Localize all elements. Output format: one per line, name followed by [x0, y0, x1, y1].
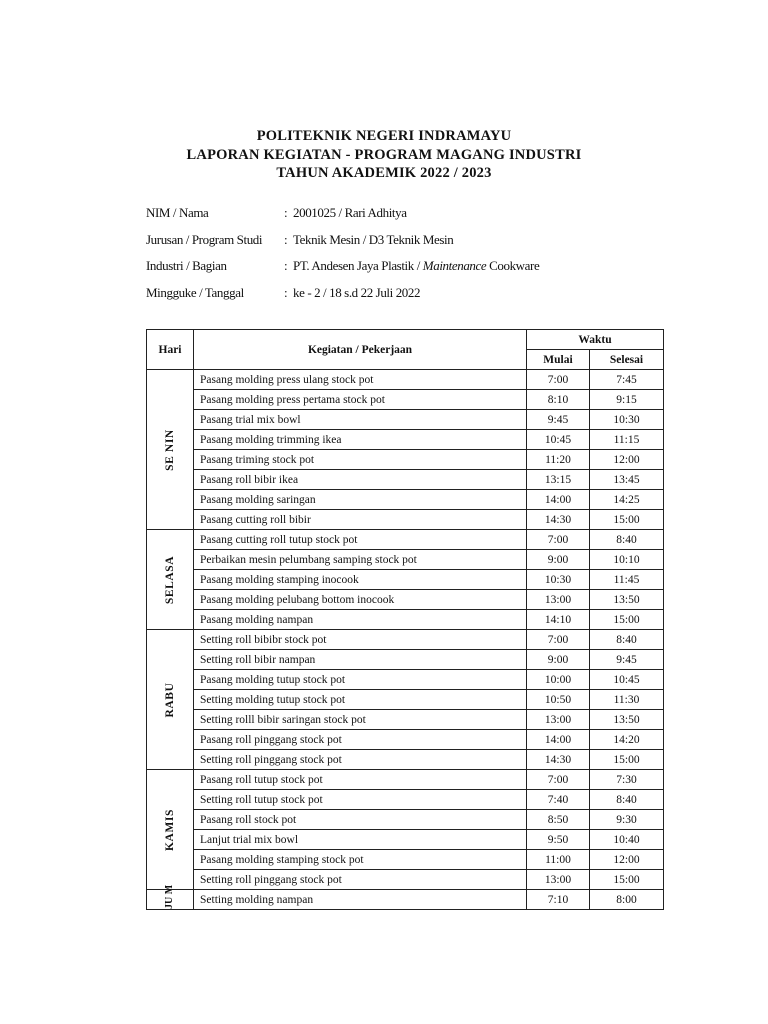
end-time-cell: 10:45 — [590, 670, 664, 690]
activity-cell: Pasang molding stamping inocook — [194, 570, 527, 590]
day-label: KAMIS — [164, 808, 176, 851]
activity-cell: Setting molding tutup stock pot — [194, 690, 527, 710]
end-time-cell: 14:20 — [590, 730, 664, 750]
colon: : — [284, 231, 288, 247]
start-time-cell: 7:10 — [527, 890, 590, 910]
start-time-cell: 9:00 — [527, 550, 590, 570]
table-row — [147, 690, 664, 710]
start-time-cell: 7:00 — [527, 370, 590, 390]
end-time-cell: 11:30 — [590, 690, 664, 710]
day-cell — [147, 630, 194, 770]
end-time-cell: 15:00 — [590, 610, 664, 630]
table-row — [147, 430, 664, 450]
start-time-cell: 11:00 — [527, 850, 590, 870]
jurusan-value: Teknik Mesin / D3 Teknik Mesin — [293, 231, 454, 247]
activity-cell: Setting roll pinggang stock pot — [194, 750, 527, 770]
activity-cell: Setting roll bibir nampan — [194, 650, 527, 670]
start-time-cell: 14:30 — [527, 750, 590, 770]
activity-cell: Pasang trial mix bowl — [194, 410, 527, 430]
start-time-cell: 7:00 — [527, 530, 590, 550]
start-time-cell: 9:00 — [527, 650, 590, 670]
day-cell — [147, 370, 194, 530]
end-time-cell: 12:00 — [590, 850, 664, 870]
minggu-label: Mingguke / Tanggal — [146, 285, 244, 301]
activity-cell: Lanjut trial mix bowl — [194, 830, 527, 850]
activity-cell: Pasang roll stock pot — [194, 810, 527, 830]
end-time-cell: 13:50 — [590, 590, 664, 610]
start-time-cell: 7:00 — [527, 630, 590, 650]
document-header — [0, 127, 768, 183]
start-time-cell: 13:00 — [527, 710, 590, 730]
report-title: LAPORAN KEGIATAN - PROGRAM MAGANG INDUSTRI — [186, 146, 582, 163]
activity-cell: Pasang molding press ulang stock pot — [194, 370, 527, 390]
day-label: SELASA — [164, 555, 176, 604]
table-row — [147, 390, 664, 410]
academic-year: TAHUN AKADEMIK 2022 / 2023 — [276, 165, 492, 181]
activity-cell: Pasang molding nampan — [194, 610, 527, 630]
start-time-cell: 14:00 — [527, 730, 590, 750]
industri-value — [293, 258, 539, 274]
start-time-cell: 10:00 — [527, 670, 590, 690]
end-time-cell: 8:40 — [590, 790, 664, 810]
end-time-cell: 10:10 — [590, 550, 664, 570]
start-time-cell: 9:45 — [527, 410, 590, 430]
header-selesai: Selesai — [590, 350, 664, 370]
day-cell — [147, 770, 194, 890]
table-row — [147, 670, 664, 690]
start-time-cell: 8:10 — [527, 390, 590, 410]
activity-cell: Setting molding nampan — [194, 890, 527, 910]
table-row — [147, 490, 664, 510]
end-time-cell: 11:15 — [590, 430, 664, 450]
table-row — [147, 630, 664, 650]
table-row — [147, 470, 664, 490]
jurusan-label: Jurusan / Program Studi — [146, 231, 263, 247]
table-body — [147, 370, 664, 910]
table-row — [147, 890, 664, 910]
table-row — [147, 570, 664, 590]
end-time-cell: 13:50 — [590, 710, 664, 730]
table-row — [147, 730, 664, 750]
industri-value-suffix: Cookware — [486, 258, 540, 274]
table-row — [147, 750, 664, 770]
table-row — [147, 790, 664, 810]
start-time-cell: 14:00 — [527, 490, 590, 510]
start-time-cell: 13:15 — [527, 470, 590, 490]
activity-cell: Pasang molding press pertama stock pot — [194, 390, 527, 410]
end-time-cell: 13:45 — [590, 470, 664, 490]
start-time-cell: 11:20 — [527, 450, 590, 470]
table-row — [147, 530, 664, 550]
end-time-cell: 8:40 — [590, 630, 664, 650]
activity-cell: Pasang roll bibir ikea — [194, 470, 527, 490]
header-kegiatan: Kegiatan / Pekerjaan — [194, 330, 527, 370]
institution-title: POLITEKNIK NEGERI INDRAMAYU — [256, 128, 512, 144]
industri-value-italic: Maintenance — [422, 258, 487, 274]
colon: : — [284, 258, 288, 274]
table-row — [147, 830, 664, 850]
table-row — [147, 450, 664, 470]
activity-cell: Pasang molding pelubang bottom inocook — [194, 590, 527, 610]
activity-cell: Pasang triming stock pot — [194, 450, 527, 470]
end-time-cell: 9:45 — [590, 650, 664, 670]
activity-cell: Setting rolll bibir saringan stock pot — [194, 710, 527, 730]
start-time-cell: 7:00 — [527, 770, 590, 790]
activity-cell: Setting roll bibibr stock pot — [194, 630, 527, 650]
day-cell — [147, 884, 194, 910]
end-time-cell: 7:45 — [590, 370, 664, 390]
activity-cell: Pasang molding tutup stock pot — [194, 670, 527, 690]
table-row — [147, 590, 664, 610]
industri-label: Industri / Bagian — [146, 258, 227, 274]
table-row — [147, 650, 664, 670]
end-time-cell: 9:30 — [590, 810, 664, 830]
activity-cell: Pasang molding trimming ikea — [194, 430, 527, 450]
start-time-cell: 10:30 — [527, 570, 590, 590]
start-time-cell: 14:10 — [527, 610, 590, 630]
activity-cell: Pasang cutting roll bibir — [194, 510, 527, 530]
end-time-cell: 7:30 — [590, 770, 664, 790]
industri-value-prefix: PT. Andesen Jaya Plastik / — [293, 258, 423, 274]
day-label: JU M — [164, 884, 175, 909]
table-row — [147, 710, 664, 730]
activity-cell: Pasang molding stamping stock pot — [194, 850, 527, 870]
end-time-cell: 8:40 — [590, 530, 664, 550]
activity-cell: Pasang molding saringan — [194, 490, 527, 510]
nim-label: NIM / Nama — [146, 205, 209, 220]
activity-cell: Pasang roll tutup stock pot — [194, 770, 527, 790]
table-row — [147, 810, 664, 830]
minggu-value: ke - 2 / 18 s.d 22 Juli 2022 — [293, 285, 421, 301]
end-time-cell: 15:00 — [590, 510, 664, 530]
header-hari: Hari — [147, 330, 194, 370]
colon: : — [284, 285, 288, 301]
end-time-cell: 10:30 — [590, 410, 664, 430]
end-time-cell: 8:00 — [590, 890, 664, 910]
start-time-cell: 14:30 — [527, 510, 590, 530]
end-time-cell: 12:00 — [590, 450, 664, 470]
activity-cell: Perbaikan mesin pelumbang samping stock pot — [194, 550, 527, 570]
activity-cell: Pasang roll pinggang stock pot — [194, 730, 527, 750]
end-time-cell: 9:15 — [590, 390, 664, 410]
nim-value: 2001025 / Rari Adhitya — [293, 205, 407, 220]
header-waktu: Waktu — [527, 330, 664, 350]
table-row — [147, 870, 664, 890]
table-row — [147, 850, 664, 870]
colon: : — [284, 205, 288, 220]
activity-cell: Setting roll pinggang stock pot — [194, 870, 527, 890]
table-row — [147, 610, 664, 630]
end-time-cell: 15:00 — [590, 750, 664, 770]
start-time-cell: 13:00 — [527, 870, 590, 890]
start-time-cell: 8:50 — [527, 810, 590, 830]
activity-cell: Setting roll tutup stock pot — [194, 790, 527, 810]
start-time-cell: 7:40 — [527, 790, 590, 810]
table-row — [147, 370, 664, 390]
start-time-cell: 13:00 — [527, 590, 590, 610]
activity-table — [146, 329, 664, 910]
end-time-cell: 15:00 — [590, 870, 664, 890]
day-label: RABU — [164, 682, 176, 717]
activity-cell: Pasang cutting roll tutup stock pot — [194, 530, 527, 550]
end-time-cell: 10:40 — [590, 830, 664, 850]
day-cell — [147, 530, 194, 630]
table-row — [147, 410, 664, 430]
header-mulai: Mulai — [527, 350, 590, 370]
start-time-cell: 10:45 — [527, 430, 590, 450]
table-row — [147, 770, 664, 790]
table-row — [147, 510, 664, 530]
start-time-cell: 9:50 — [527, 830, 590, 850]
start-time-cell: 10:50 — [527, 690, 590, 710]
end-time-cell: 14:25 — [590, 490, 664, 510]
end-time-cell: 11:45 — [590, 570, 664, 590]
day-label: SE NIN — [164, 428, 176, 471]
table-row — [147, 550, 664, 570]
